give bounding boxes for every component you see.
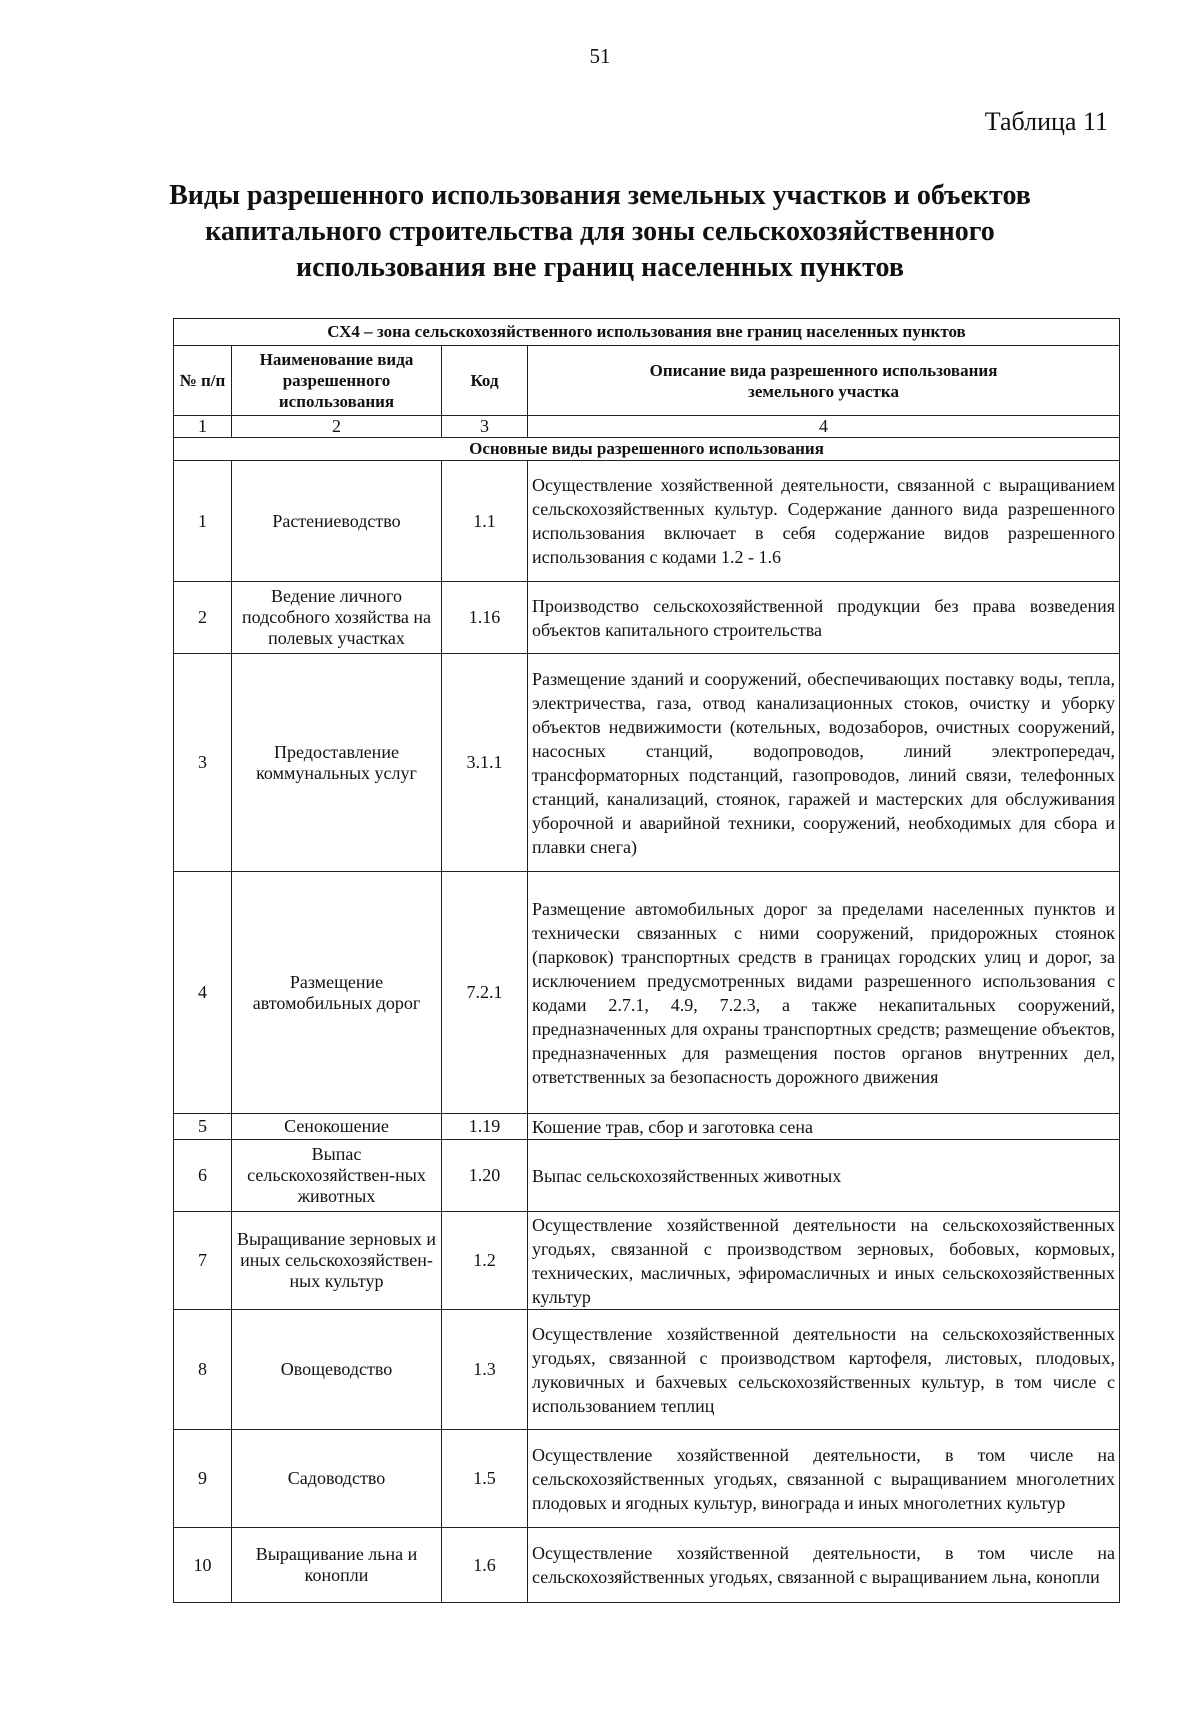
use-name: Садоводство: [232, 1430, 442, 1528]
use-description: Осуществление хозяйственной деятельности, в том числе на сельскохозяйственных угодьях, связанной с выращиванием многолетних плодовых и ягодных культур, винограда и иных многолетних культур: [528, 1430, 1120, 1528]
column-number: 3: [442, 416, 528, 438]
row-number: 8: [174, 1310, 232, 1430]
use-code: 1.20: [442, 1140, 528, 1212]
header-num: № п/п: [174, 346, 232, 416]
use-description: Осуществление хозяйственной деятельности на сельскохозяйственных угодьях, связанной с производством картофеля, листовых, плодовых, луковичных и бахчевых сельскохозяйственных культур, в том числе с использованием теплиц: [528, 1310, 1120, 1430]
table-row: [174, 1212, 1120, 1310]
use-code: 1.3: [442, 1310, 528, 1430]
use-description: Размещение автомобильных дорог за пределами населенных пунктов и технически связанных с ними сооружений, придорожных стоянок (парковок) транспортных средств в границах городских улиц и дорог, за исключением предусмотренных видами разрешенного использования с кодами 2.7.1, 4.9, 7.2.3, а также некапитальных сооружений, предназначенных для охраны транспортных средств; размещение объектов, предназначенных для размещения постов органов внутренних дел, ответственных за безопасность дорожного движения: [528, 872, 1120, 1114]
use-code: 1.19: [442, 1114, 528, 1140]
use-description: Осуществление хозяйственной деятельности на сельскохозяйственных угодьях, связанной с производством зерновых, бобовых, кормовых, технических, масличных, эфиромасличных и иных сельскохозяйственных культур: [528, 1212, 1120, 1310]
land-use-table: [173, 318, 1120, 1603]
use-description: Производство сельскохозяйственной продукции без права возведения объектов капитального строительства: [528, 582, 1120, 654]
page-number: 51: [589, 44, 611, 68]
use-code: 1.5: [442, 1430, 528, 1528]
use-code: 1.6: [442, 1528, 528, 1603]
row-number: 10: [174, 1528, 232, 1603]
column-number: 4: [528, 416, 1120, 438]
document-title: [150, 178, 1050, 286]
table-row: [174, 1310, 1120, 1430]
row-number: 7: [174, 1212, 232, 1310]
row-number: 9: [174, 1430, 232, 1528]
use-name: Предоставление коммунальных услуг: [232, 654, 442, 872]
use-description: Кошение трав, сбор и заготовка сена: [528, 1114, 1120, 1140]
column-number: 2: [232, 416, 442, 438]
use-name: Растениеводство: [232, 461, 442, 582]
use-description: Осуществление хозяйственной деятельности, в том числе на сельскохозяйственных угодьях, связанной с выращиванием льна, конопли: [528, 1528, 1120, 1603]
title-line: Виды разрешенного использования земельных участков и объектов: [169, 180, 1031, 211]
use-name: Выращивание зерновых и иных сельскохозяйствен-ных культур: [232, 1212, 442, 1310]
table-row: [174, 1114, 1120, 1140]
use-description: Размещение зданий и сооружений, обеспечивающих поставку воды, тепла, электричества, газа, отвод канализационных стоков, очистку и уборку объектов недвижимости (котельных, водозаборов, очистных сооружений, насосных станций, водопроводов, линий электропередач, трансформаторных подстанций, газопроводов, линий связи, телефонных станций, канализаций, стоянок, гаражей и мастерских для обслуживания уборочной и аварийной техники, сооружений, необходимых для сбора и плавки снега): [528, 654, 1120, 872]
row-number: 6: [174, 1140, 232, 1212]
row-number: 5: [174, 1114, 232, 1140]
row-number: 4: [174, 872, 232, 1114]
row-number: 2: [174, 582, 232, 654]
table-row: [174, 872, 1120, 1114]
use-name: Ведение личного подсобного хозяйства на полевых участках: [232, 582, 442, 654]
section-title: Основные виды разрешенного использования: [174, 438, 1120, 461]
use-name: Сенокошение: [232, 1114, 442, 1140]
zone-title: СХ4 – зона сельскохозяйственного использования вне границ населенных пунктов: [174, 319, 1120, 346]
table-row: [174, 582, 1120, 654]
header-code: Код: [442, 346, 528, 416]
title-line: использования вне границ населенных пунктов: [296, 252, 904, 283]
use-description: Выпас сельскохозяйственных животных: [528, 1140, 1120, 1212]
column-number: 1: [174, 416, 232, 438]
header-description: Описание вида разрешенного использования земельного участка: [528, 346, 1120, 416]
use-code: 1.2: [442, 1212, 528, 1310]
use-name: Размещение автомобильных дорог: [232, 872, 442, 1114]
use-code: 1.1: [442, 461, 528, 582]
table-row: [174, 461, 1120, 582]
table-row: [174, 1528, 1120, 1603]
table-caption: Таблица 11: [984, 107, 1108, 136]
use-name: Выпас сельскохозяйствен-ных животных: [232, 1140, 442, 1212]
table-row: [174, 1140, 1120, 1212]
use-description: Осуществление хозяйственной деятельности, связанной с выращиванием сельскохозяйственных культур. Содержание данного вида разрешенного использования включает в себя содержание видов разрешенного использования с кодами 1.2 - 1.6: [528, 461, 1120, 582]
use-code: 3.1.1: [442, 654, 528, 872]
use-code: 1.16: [442, 582, 528, 654]
header-name: Наименование вида разрешенного использования: [232, 346, 442, 416]
table-row: [174, 654, 1120, 872]
table-row: [174, 1430, 1120, 1528]
use-code: 7.2.1: [442, 872, 528, 1114]
use-name: Выращивание льна и конопли: [232, 1528, 442, 1603]
use-name: Овощеводство: [232, 1310, 442, 1430]
title-line: капитального строительства для зоны сельскохозяйственного: [205, 216, 995, 247]
row-number: 1: [174, 461, 232, 582]
row-number: 3: [174, 654, 232, 872]
